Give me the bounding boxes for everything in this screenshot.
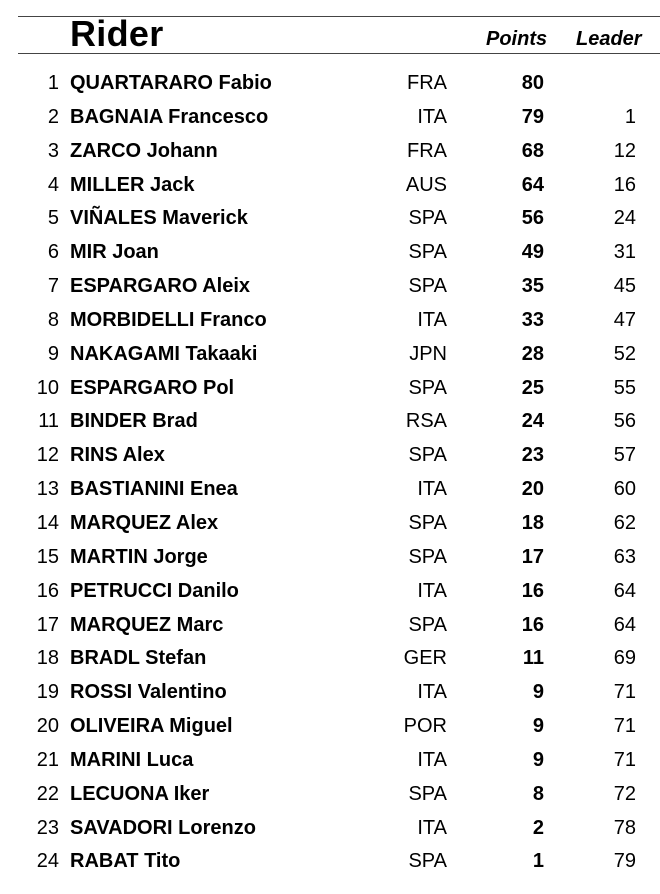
position-cell: 19 (36, 681, 59, 704)
points-cell: 2 (532, 816, 544, 839)
leader-gap-cell: 56 (613, 410, 636, 433)
nation-cell: SPA (408, 511, 447, 534)
position-cell: 14 (36, 511, 59, 534)
rider-name-cell: ESPARGARO Pol (70, 376, 235, 399)
points-cell: 35 (521, 275, 544, 298)
position-cell: 11 (38, 410, 59, 433)
rider-name-cell: ESPARGARO Aleix (70, 275, 251, 298)
rider-name-cell: VIÑALES Maverick (70, 207, 248, 230)
leader-gap-cell: 47 (613, 308, 636, 331)
leader-gap-cell: 31 (613, 241, 636, 264)
rider-name-cell: MARQUEZ Alex (70, 511, 219, 534)
rider-name-cell: BINDER Brad (70, 410, 198, 433)
position-cell: 18 (36, 647, 59, 670)
position-cell: 17 (36, 613, 59, 636)
standings-table (0, 68, 660, 880)
position-cell: 8 (47, 308, 59, 331)
points-cell: 49 (521, 241, 544, 264)
points-cell: 28 (521, 342, 544, 365)
leader-gap-cell: 52 (613, 342, 636, 365)
rider-name-cell: OLIVEIRA Miguel (70, 715, 233, 738)
leader-gap-cell: 1 (624, 105, 636, 128)
leader-gap-cell: 71 (613, 748, 636, 771)
leader-gap-cell: 72 (613, 782, 636, 805)
table-row (0, 576, 660, 610)
nation-cell: FRA (407, 72, 447, 94)
nation-cell: ITA (417, 579, 447, 602)
table-row (0, 745, 660, 779)
rider-name-cell: RINS Alex (70, 444, 165, 467)
nation-cell: ITA (417, 681, 447, 704)
header-rider: Rider (70, 13, 164, 54)
nation-cell: SPA (408, 545, 447, 568)
leader-gap-cell: 57 (613, 444, 636, 467)
leader-gap-cell: 55 (613, 376, 636, 399)
position-cell: 20 (36, 715, 59, 738)
header-leader: Leader (576, 28, 642, 50)
leader-gap-cell: 63 (613, 545, 636, 568)
nation-cell: SPA (408, 207, 447, 230)
position-cell: 7 (47, 275, 59, 298)
table-row (0, 846, 660, 880)
leader-gap-cell: 60 (613, 478, 636, 501)
position-cell: 3 (47, 139, 59, 162)
rider-name-cell: MARTIN Jorge (70, 545, 208, 568)
position-cell: 21 (36, 748, 59, 771)
table-row (0, 440, 660, 474)
leader-gap-cell: 64 (613, 579, 636, 602)
leader-gap-cell: 71 (613, 681, 636, 704)
leader-gap-cell: 62 (613, 511, 636, 534)
leader-gap-cell: 24 (613, 207, 636, 230)
table-row (0, 542, 660, 576)
table-row (0, 136, 660, 170)
points-cell: 17 (521, 545, 544, 568)
leader-gap-cell: 64 (613, 613, 636, 636)
position-cell: 9 (47, 342, 59, 365)
table-row (0, 643, 660, 677)
points-cell: 18 (521, 511, 544, 534)
points-cell: 8 (532, 782, 544, 805)
points-cell: 9 (532, 681, 544, 704)
rider-name-cell: MILLER Jack (70, 173, 195, 196)
rider-name-cell: BAGNAIA Francesco (70, 105, 269, 128)
rider-name-cell: MORBIDELLI Franco (70, 308, 267, 331)
leader-gap-cell: 16 (613, 173, 636, 196)
points-cell: 16 (521, 613, 544, 636)
rider-name-cell: BRADL Stefan (70, 647, 207, 670)
position-cell: 1 (47, 72, 59, 94)
points-cell: 68 (521, 139, 544, 162)
table-row (0, 474, 660, 508)
table-row (0, 68, 660, 102)
points-cell: 33 (521, 308, 544, 331)
table-row (0, 406, 660, 440)
table-row (0, 170, 660, 204)
nation-cell: GER (403, 647, 447, 670)
header-rule (18, 53, 660, 54)
table-row (0, 237, 660, 271)
rider-name-cell: PETRUCCI Danilo (70, 579, 239, 602)
nation-cell: ITA (417, 748, 447, 771)
nation-cell: SPA (408, 376, 447, 399)
points-cell: 11 (522, 647, 544, 670)
table-row (0, 373, 660, 407)
rider-name-cell: NAKAGAMI Takaaki (70, 342, 258, 365)
table-row (0, 508, 660, 542)
table-row (0, 813, 660, 847)
position-cell: 10 (36, 376, 59, 399)
table-row (0, 102, 660, 136)
position-cell: 22 (36, 782, 59, 805)
points-cell: 80 (521, 72, 544, 94)
nation-cell: ITA (417, 105, 447, 128)
points-cell: 64 (521, 173, 544, 196)
position-cell: 24 (36, 850, 59, 873)
points-cell: 25 (521, 376, 544, 399)
points-cell: 9 (532, 748, 544, 771)
position-cell: 4 (47, 173, 59, 196)
rider-name-cell: LECUONA Iker (70, 782, 210, 805)
nation-cell: SPA (408, 850, 447, 873)
rider-name-cell: SAVADORI Lorenzo (70, 816, 256, 839)
table-row (0, 779, 660, 813)
rider-name-cell: MARINI Luca (70, 748, 194, 771)
points-cell: 1 (532, 850, 544, 873)
nation-cell: FRA (407, 139, 447, 162)
position-cell: 23 (36, 816, 59, 839)
position-cell: 13 (36, 478, 59, 501)
table-row (0, 711, 660, 745)
nation-cell: SPA (408, 241, 447, 264)
table-row (0, 677, 660, 711)
position-cell: 6 (47, 241, 59, 264)
points-cell: 23 (521, 444, 544, 467)
nation-cell: JPN (409, 342, 447, 365)
nation-cell: SPA (408, 613, 447, 636)
nation-cell: AUS (405, 173, 447, 196)
points-cell: 56 (521, 207, 544, 230)
rider-name-cell: MARQUEZ Marc (70, 613, 224, 636)
points-cell: 20 (521, 478, 544, 501)
position-cell: 12 (36, 444, 59, 467)
nation-cell: SPA (408, 444, 447, 467)
rider-name-cell: BASTIANINI Enea (70, 478, 238, 501)
nation-cell: SPA (408, 782, 447, 805)
header-points: Points (486, 28, 548, 50)
position-cell: 2 (47, 105, 59, 128)
leader-gap-cell: 45 (613, 275, 636, 298)
leader-gap-cell: 78 (613, 816, 636, 839)
nation-cell: ITA (417, 308, 447, 331)
points-cell: 16 (521, 579, 544, 602)
rider-name-cell: RABAT Tito (70, 850, 181, 873)
leader-gap-cell: 71 (613, 715, 636, 738)
nation-cell: RSA (405, 410, 447, 433)
position-cell: 16 (36, 579, 59, 602)
table-row (0, 271, 660, 305)
position-cell: 15 (36, 545, 59, 568)
points-cell: 79 (521, 105, 544, 128)
rider-name-cell: QUARTARARO Fabio (70, 72, 272, 94)
position-cell: 5 (47, 207, 59, 230)
points-cell: 24 (521, 410, 544, 433)
table-row (0, 203, 660, 237)
leader-gap-cell: 69 (613, 647, 636, 670)
nation-cell: ITA (417, 478, 447, 501)
table-row (0, 305, 660, 339)
table-row (0, 339, 660, 373)
table-row (0, 610, 660, 644)
nation-cell: SPA (408, 275, 447, 298)
rider-name-cell: MIR Joan (70, 241, 159, 264)
leader-gap-cell: 12 (613, 139, 636, 162)
points-cell: 9 (532, 715, 544, 738)
rider-name-cell: ROSSI Valentino (70, 681, 227, 704)
rider-name-cell: ZARCO Johann (70, 139, 218, 162)
nation-cell: POR (403, 715, 447, 738)
nation-cell: ITA (417, 816, 447, 839)
leader-gap-cell: 79 (613, 850, 636, 873)
